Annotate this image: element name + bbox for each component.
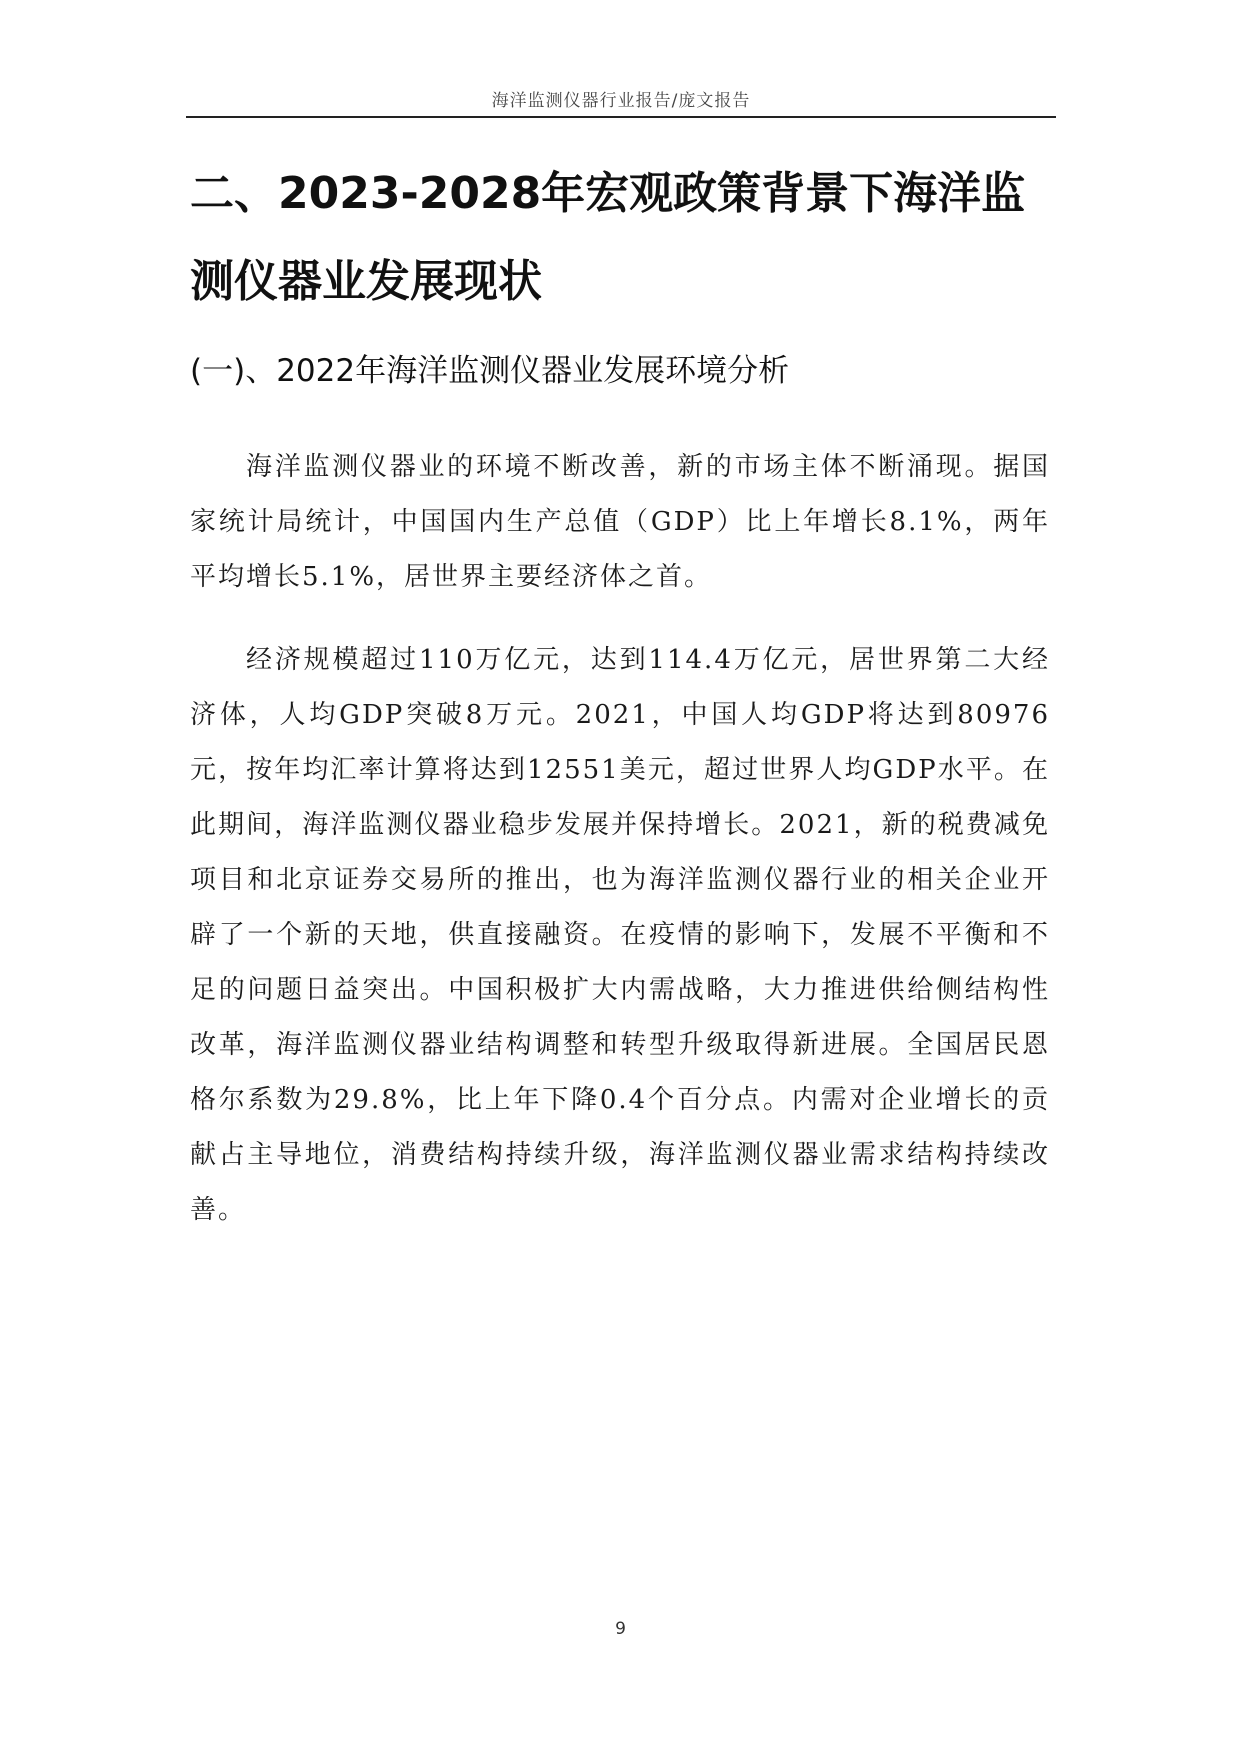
running-header: 海洋监测仪器行业报告/庞文报告 (491, 91, 751, 111)
header-divider (186, 116, 1056, 118)
section-title: (一)、2022年海洋监测仪器业发展环境分析 (190, 353, 790, 389)
chapter-title: 二、2023-2028年宏观政策背景下海洋监测仪器业发展现状 (190, 168, 1026, 307)
body-paragraph-1: 海洋监测仪器业的环境不断改善，新的市场主体不断涌现。据国家统计局统计，中国国内生产总值（GDP）比上年增长8.1%，两年平均增长5.1%，居世界主要经济体之首。 (190, 452, 1050, 592)
page-number: 9 (615, 1619, 626, 1639)
body-paragraph-2: 经济规模超过110万亿元，达到114.4万亿元，居世界第二大经济体，人均GDP突破8万元。2021，中国人均GDP将达到80976元，按年均汇率计算将达到12551美元，超过世界人均GDP水平。在此期间，海洋监测仪器业稳步发展并保持增长。2021，新的税费减免项目和北京证券交易所的推出，也为海洋监测仪器行业的相关企业开辟了一个新的天地，供直接融资。在疫情的影响下，发展不平衡和不足的问题日益突出。中国积极扩大内需战略，大力推进供给侧结构性改革，海洋监测仪器业结构调整和转型升级取得新进展。全国居民恩格尔系数为29.8%，比上年下降0.4个百分点。内需对企业增长的贡献占主导地位，消费结构持续升级，海洋监测仪器业需求结构持续改善。 (190, 645, 1050, 1225)
